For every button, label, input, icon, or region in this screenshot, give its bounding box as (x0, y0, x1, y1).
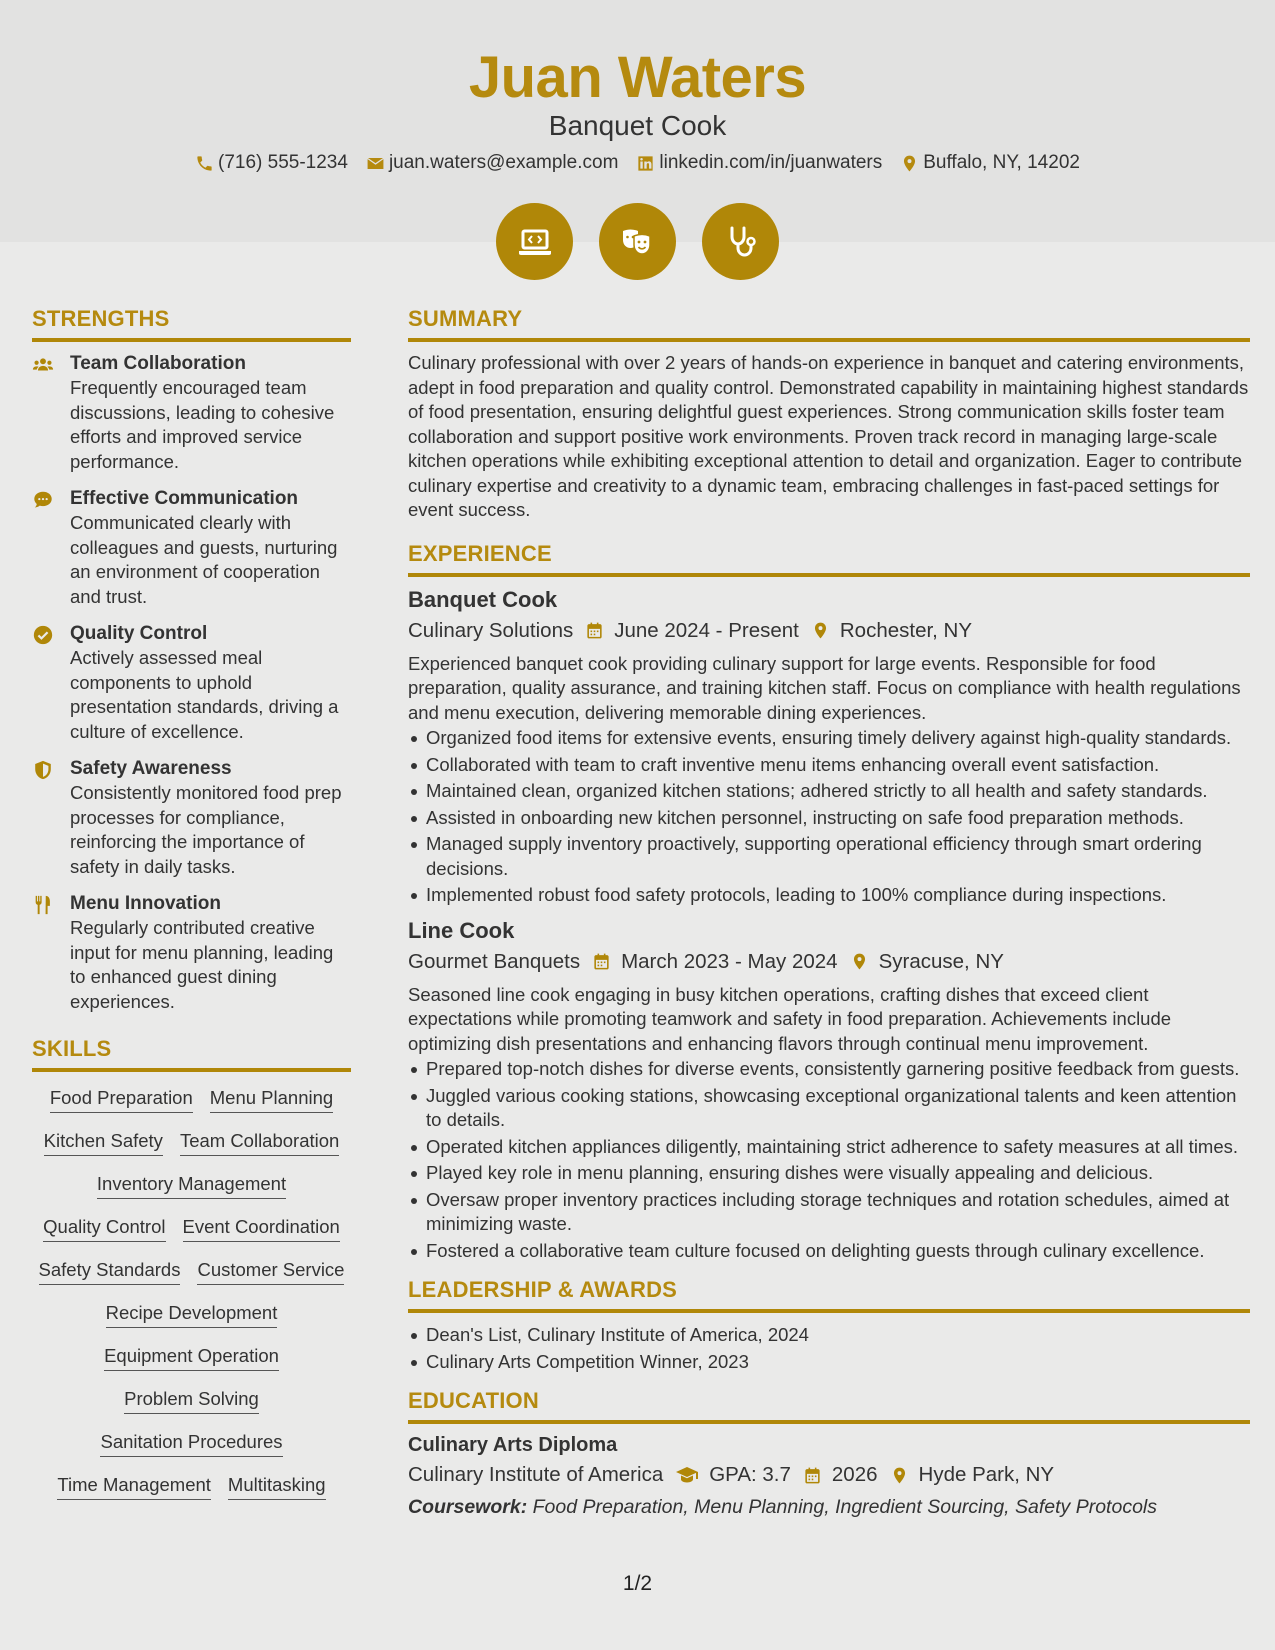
job-meta (408, 619, 1250, 643)
strength-title: Effective Communication (70, 488, 299, 509)
bullet-item: Managed supply inventory proactively, supporting operational efficiency through smart ordering decisions. (408, 832, 1250, 881)
contact-phone[interactable] (195, 152, 348, 174)
job-title-header: Banquet Cook (548, 110, 727, 141)
strength-desc: Communicated clearly with colleagues and guests, nurturing an environment of cooperation and trust. (70, 512, 338, 607)
strength-title: Safety Awareness (70, 758, 232, 779)
check-circle-icon (32, 624, 54, 646)
calendar-icon (585, 621, 604, 640)
comment-icon (32, 489, 54, 511)
theater-masks-icon (599, 203, 676, 280)
envelope-icon (366, 154, 385, 173)
phone-icon (195, 154, 214, 173)
coursework-label: Coursework: (408, 1496, 528, 1518)
graduation-year: 2026 (831, 1463, 878, 1486)
skill-tag: Quality Control (43, 1215, 165, 1242)
skill-tag: Team Collaboration (180, 1129, 339, 1156)
map-marker-icon (900, 154, 919, 173)
linkedin-icon (636, 154, 655, 173)
job-description: Experienced banquet cook providing culinary support for large events. Responsible for food preparation, quality assurance, and training kitchen staff. Focus on compliance with health regulations and menu execution, delivering memorable dining experiences. (408, 652, 1241, 723)
utensils-icon (32, 894, 54, 916)
job-bullets (408, 726, 1250, 908)
leadership-list (408, 1323, 1250, 1374)
candidate-name: Juan Waters (468, 45, 807, 110)
map-marker-icon (850, 952, 869, 971)
job-location: Syracuse, NY (878, 949, 1004, 973)
skill-tag: Event Coordination (183, 1215, 340, 1242)
right-column (408, 306, 1250, 1519)
job-bullets (408, 1057, 1250, 1263)
job-entry (408, 587, 1250, 908)
job-meta (408, 950, 1250, 974)
calendar-icon (592, 952, 611, 971)
linkedin-text: linkedin.com/in/juanwaters (659, 152, 883, 173)
summary-heading: SUMMARY (408, 306, 1250, 342)
summary-text: Culinary professional with over 2 years of hands-on experience in banquet and catering environments, adept in food preparation and quality control. Demonstrated capability in maintaining highest standards of food presentation, ensuring delightful guest experiences. Strong communication skills foster team collaboration and support positive work environments. Proven track record in managing large-scale kitchen operations while exhibiting exceptional attention to detail and organization. Eager to contribute culinary expertise and creativity to a dynamic team, embracing challenges in fast-paced settings for event success. (408, 352, 1249, 520)
bullet-item: Organized food items for extensive events, ensuring timely delivery against high-quality standards. (408, 726, 1250, 751)
leadership-heading: LEADERSHIP & AWARDS (408, 1277, 1250, 1313)
skill-tag: Recipe Development (106, 1301, 278, 1328)
skill-tag: Inventory Management (97, 1172, 286, 1199)
contact-linkedin[interactable] (636, 152, 882, 174)
award-item: Dean's List, Culinary Institute of America, 2024 (408, 1323, 1250, 1348)
bullet-item: Maintained clean, organized kitchen stations; adhered strictly to all health and safety standards. (408, 779, 1250, 804)
users-icon (32, 354, 54, 376)
skill-tag: Multitasking (228, 1473, 326, 1500)
bullet-item: Operated kitchen appliances diligently, maintaining strict adherence to safety measures at all times. (408, 1135, 1250, 1160)
degree-title: Culinary Arts Diploma (408, 1434, 618, 1456)
job-dates: March 2023 - May 2024 (621, 949, 838, 973)
skill-tag: Customer Service (197, 1258, 344, 1285)
contact-location (900, 152, 1080, 174)
skill-tag: Food Preparation (50, 1086, 193, 1113)
calendar-icon (803, 1466, 822, 1485)
skill-tag: Equipment Operation (104, 1344, 279, 1371)
badge-row (0, 203, 1275, 280)
shield-icon (32, 759, 54, 781)
strength-item (32, 352, 351, 474)
skills-heading: SKILLS (32, 1036, 351, 1072)
strength-desc: Consistently monitored food prep processes for compliance, reinforcing the importance of safety in daily tasks. (70, 782, 342, 877)
skill-tag: Kitchen Safety (44, 1129, 163, 1156)
skills-list (32, 1086, 351, 1516)
contact-bar (0, 152, 1275, 174)
page-number: 1/2 (622, 1572, 653, 1595)
education-meta (408, 1463, 1250, 1487)
experience-heading: EXPERIENCE (408, 541, 1250, 577)
education-heading: EDUCATION (408, 1388, 1250, 1424)
bullet-item: Oversaw proper inventory practices including storage techniques and rotation schedules, aimed at minimizing waste. (408, 1188, 1250, 1237)
job-dates: June 2024 - Present (614, 618, 799, 642)
skill-tag: Problem Solving (124, 1387, 259, 1414)
graduation-cap-icon (675, 1463, 699, 1487)
skill-tag: Time Management (57, 1473, 211, 1500)
award-item: Culinary Arts Competition Winner, 2023 (408, 1350, 1250, 1375)
job-description: Seasoned line cook engaging in busy kitchen operations, crafting dishes that exceed client expectations while promoting teamwork and safety in food preparation. Achievements include optimizing dish presentations and enhancing flavors through continual menu improvement. (408, 983, 1172, 1054)
email-text: juan.waters@example.com (388, 152, 619, 173)
job-title: Banquet Cook (408, 586, 558, 612)
bullet-item: Fostered a collaborative team culture focused on delighting guests through culinary excellence. (408, 1239, 1250, 1264)
strength-desc: Actively assessed meal components to uphold presentation standards, driving a culture of excellence. (70, 647, 339, 742)
job-company: Gourmet Banquets (408, 949, 581, 973)
strength-item (32, 892, 351, 1014)
left-column (32, 306, 351, 1516)
strength-desc: Frequently encouraged team discussions, leading to cohesive efforts and improved service performance. (70, 377, 335, 472)
strength-title: Menu Innovation (70, 893, 221, 914)
coursework (408, 1496, 1250, 1519)
strength-item (32, 487, 351, 609)
skill-tag: Safety Standards (39, 1258, 181, 1285)
school-location: Hyde Park, NY (918, 1463, 1055, 1486)
strength-title: Quality Control (70, 623, 208, 644)
laptop-code-icon (496, 203, 573, 280)
location-text: Buffalo, NY, 14202 (923, 152, 1080, 173)
strength-item (32, 757, 351, 879)
bullet-item: Prepared top-notch dishes for diverse events, consistently garnering positive feedback from guests. (408, 1057, 1250, 1082)
job-company: Culinary Solutions (408, 618, 574, 642)
phone-text: (716) 555-1234 (218, 152, 348, 173)
strength-desc: Regularly contributed creative input for menu planning, leading to enhanced guest dining experiences. (70, 917, 334, 1012)
job-location: Rochester, NY (839, 618, 973, 642)
skill-tag: Sanitation Procedures (100, 1430, 282, 1457)
map-marker-icon (811, 621, 830, 640)
gpa: GPA: 3.7 (709, 1463, 791, 1486)
strength-item (32, 622, 351, 744)
strength-title: Team Collaboration (70, 353, 246, 374)
bullet-item: Juggled various cooking stations, showcasing exceptional organizational talents and keen attention to details. (408, 1084, 1250, 1133)
bullet-item: Implemented robust food safety protocols, leading to 100% compliance during inspections. (408, 883, 1250, 908)
contact-email[interactable] (366, 152, 618, 174)
bullet-item: Played key role in menu planning, ensuring dishes were visually appealing and delicious. (408, 1161, 1250, 1186)
bullet-item: Collaborated with team to craft inventive menu items enhancing overall event satisfaction. (408, 753, 1250, 778)
coursework-list: Food Preparation, Menu Planning, Ingredient Sourcing, Safety Protocols (532, 1496, 1157, 1518)
strengths-heading: STRENGTHS (32, 306, 351, 342)
job-title: Line Cook (408, 917, 515, 943)
stethoscope-icon (702, 203, 779, 280)
school-name: Culinary Institute of America (408, 1463, 664, 1486)
bullet-item: Assisted in onboarding new kitchen personnel, instructing on safe food preparation methods. (408, 806, 1250, 831)
skill-tag: Menu Planning (210, 1086, 333, 1113)
map-marker-icon (890, 1466, 909, 1485)
job-entry (408, 918, 1250, 1264)
